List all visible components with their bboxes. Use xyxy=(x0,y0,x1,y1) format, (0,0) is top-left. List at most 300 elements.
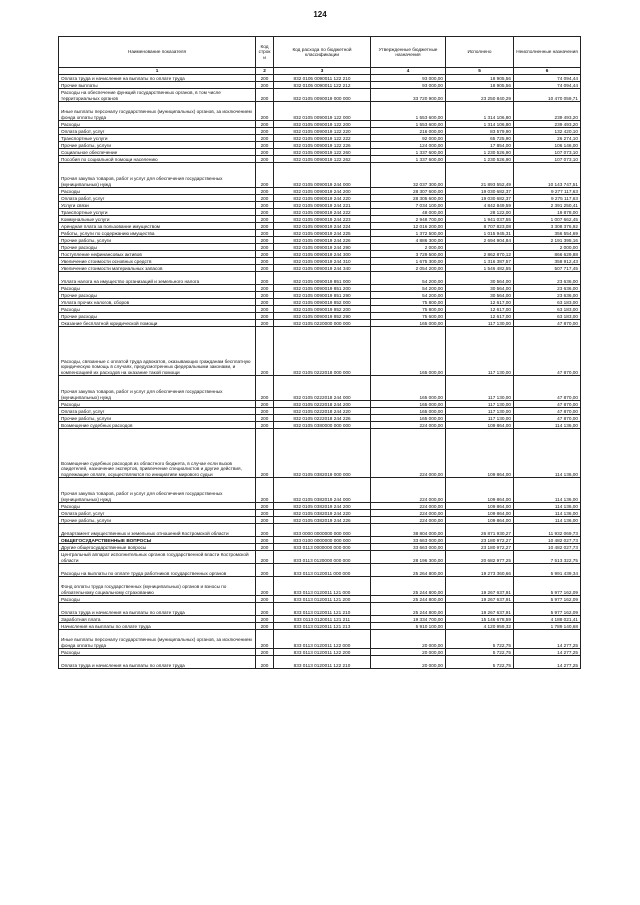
row-executed: 2 862 870,12 xyxy=(446,251,514,258)
row-name: Транспортные услуги xyxy=(59,135,256,142)
row-approved: 1 372 500,00 xyxy=(371,230,446,237)
row-line-code: 200 xyxy=(256,195,274,202)
row-name: Пособия по социальной помощи населению xyxy=(59,156,256,163)
table-row xyxy=(59,265,581,272)
row-class-code: 832 0105 0090019 000 000 xyxy=(274,89,371,102)
row-executed: 117 130,00 xyxy=(446,327,514,376)
row-class-code: 832 0105 0382019 000 000 xyxy=(274,429,371,478)
row-unexecuted: 507 717,45 xyxy=(514,265,581,272)
row-name: Поступление нефинансовых активов xyxy=(59,251,256,258)
row-line-code: 200 xyxy=(256,649,274,656)
row-executed: 1 015 945,31 xyxy=(446,230,514,237)
row-line-code: 200 xyxy=(256,517,274,524)
table-row xyxy=(59,188,581,195)
row-class-code: 832 0105 0090019 852 200 xyxy=(274,306,371,313)
row-line-code: 200 xyxy=(256,630,274,649)
row-executed: 19 273 360,66 xyxy=(446,564,514,577)
row-class-code: 833 0113 0120011 121 200 xyxy=(274,596,371,603)
row-executed: 109 864,00 xyxy=(446,503,514,510)
row-approved: 54 200,00 xyxy=(371,285,446,292)
row-executed: 2 694 904,84 xyxy=(446,237,514,244)
row-line-code: 200 xyxy=(256,408,274,415)
row-unexecuted: 26 274,10 xyxy=(514,135,581,142)
row-executed: 19 267 637,91 xyxy=(446,596,514,603)
row-unexecuted: 10 482 027,73 xyxy=(514,544,581,551)
row-name: Расходы xyxy=(59,649,256,656)
row-approved: 19 334 700,00 xyxy=(371,616,446,623)
column-index: 5 xyxy=(446,68,514,75)
row-unexecuted: 239 493,20 xyxy=(514,121,581,128)
row-name: Услуги связи xyxy=(59,202,256,209)
row-approved: 224 000,00 xyxy=(371,422,446,429)
table-row xyxy=(59,149,581,156)
table-row xyxy=(59,89,581,102)
row-executed: 1 314 106,80 xyxy=(446,102,514,121)
row-line-code: 200 xyxy=(256,121,274,128)
row-executed: 1 230 526,90 xyxy=(446,156,514,163)
row-class-code: 833 0113 0120011 121 210 xyxy=(274,603,371,616)
table-row xyxy=(59,195,581,202)
budget-execution-table xyxy=(58,36,581,669)
row-class-code: 832 0105 0090019 244 310 xyxy=(274,258,371,265)
row-class-code: 832 0105 0380000 000 000 xyxy=(274,422,371,429)
row-executed: 1 314 106,80 xyxy=(446,121,514,128)
row-unexecuted: 2 000,00 xyxy=(514,244,581,251)
row-approved: 25 244 800,00 xyxy=(371,603,446,616)
row-approved: 32 037 300,00 xyxy=(371,163,446,188)
row-approved: 4 886 300,00 xyxy=(371,237,446,244)
row-approved: 216 000,00 xyxy=(371,128,446,135)
row-unexecuted: 114 136,00 xyxy=(514,503,581,510)
row-unexecuted: 3 308 376,92 xyxy=(514,223,581,230)
row-approved: 20 000,00 xyxy=(371,630,446,649)
row-line-code: 200 xyxy=(256,202,274,209)
row-unexecuted: 63 183,00 xyxy=(514,306,581,313)
row-name: Центральный аппарат исполнительных органов государственной власти Костромской области xyxy=(59,551,256,564)
row-line-code: 200 xyxy=(256,230,274,237)
row-approved: 165 000,00 xyxy=(371,408,446,415)
row-line-code: 200 xyxy=(256,89,274,102)
row-class-code: 832 0105 0090019 244 225 xyxy=(274,230,371,237)
row-class-code: 832 0105 0090019 851 290 xyxy=(274,292,371,299)
table-row xyxy=(59,524,581,537)
table-row xyxy=(59,429,581,478)
table-row xyxy=(59,320,581,327)
row-class-code: 833 0113 0120011 000 000 xyxy=(274,564,371,577)
row-unexecuted: 5 977 162,09 xyxy=(514,577,581,596)
row-approved: 48 000,00 xyxy=(371,209,446,216)
table-row xyxy=(59,649,581,656)
row-class-code: 832 0105 0090019 244 220 xyxy=(274,195,371,202)
row-executed: 117 130,00 xyxy=(446,376,514,401)
row-unexecuted: 107 073,10 xyxy=(514,149,581,156)
header-name: Наименование показателя xyxy=(59,37,256,68)
row-class-code: 832 0105 0222018 000 000 xyxy=(274,327,371,376)
table-row xyxy=(59,656,581,669)
table-row xyxy=(59,230,581,237)
row-line-code: 200 xyxy=(256,401,274,408)
row-class-code: 832 0105 0090019 244 224 xyxy=(274,223,371,230)
row-name: Расходы xyxy=(59,503,256,510)
row-class-code: 832 0105 0090011 122 212 xyxy=(274,82,371,89)
row-line-code: 200 xyxy=(256,292,274,299)
row-approved: 25 244 800,00 xyxy=(371,596,446,603)
row-executed: 109 864,00 xyxy=(446,429,514,478)
row-executed: 1 230 526,90 xyxy=(446,149,514,156)
row-class-code: 832 0105 0090019 122 000 xyxy=(274,102,371,121)
row-unexecuted: 47 870,00 xyxy=(514,376,581,401)
row-name: Работы, услуги по содержанию имущества xyxy=(59,230,256,237)
table-row xyxy=(59,258,581,265)
row-name: Оплата труда и начисления на выплаты по оплате труда xyxy=(59,603,256,616)
row-executed: 23 180 972,27 xyxy=(446,544,514,551)
row-approved: 224 000,00 xyxy=(371,429,446,478)
row-line-code: 200 xyxy=(256,244,274,251)
row-name: Прочие выплаты xyxy=(59,82,256,89)
row-name: Оплата работ, услуг xyxy=(59,195,256,202)
row-approved: 25 264 800,00 xyxy=(371,564,446,577)
row-class-code: 832 0105 0382019 244 220 xyxy=(274,510,371,517)
table-row xyxy=(59,237,581,244)
row-approved: 54 200,00 xyxy=(371,272,446,285)
column-index: 2 xyxy=(256,68,274,75)
row-line-code: 200 xyxy=(256,188,274,195)
table-row xyxy=(59,577,581,596)
row-unexecuted: 10 470 059,71 xyxy=(514,89,581,102)
row-unexecuted: 5 977 162,09 xyxy=(514,596,581,603)
row-executed: 18 905,56 xyxy=(446,75,514,82)
row-unexecuted: 5 977 162,09 xyxy=(514,603,581,616)
row-unexecuted: 47 870,00 xyxy=(514,408,581,415)
row-unexecuted: 106 146,00 xyxy=(514,142,581,149)
row-executed: 109 864,00 xyxy=(446,517,514,524)
row-class-code: 833 0000 0000000 000 000 xyxy=(274,524,371,537)
row-name: Уплата налога на имущество организаций и земельного налога xyxy=(59,272,256,285)
row-line-code: 200 xyxy=(256,503,274,510)
row-executed: 19 267 637,91 xyxy=(446,603,514,616)
row-line-code: 200 xyxy=(256,258,274,265)
row-executed: 83 579,90 xyxy=(446,128,514,135)
row-class-code: 832 0105 0090019 851 000 xyxy=(274,272,371,285)
row-name: Увеличение стоимости основных средств xyxy=(59,258,256,265)
table-row xyxy=(59,202,581,209)
row-executed: 12 617,00 xyxy=(446,313,514,320)
row-name: Начисления на выплаты по оплате труда xyxy=(59,623,256,630)
row-executed: 20 682 977,25 xyxy=(446,551,514,564)
row-executed: 19 030 682,37 xyxy=(446,195,514,202)
row-name: Расходы на выплаты по оплате труда работников государственных органов xyxy=(59,564,256,577)
row-unexecuted: 47 870,00 xyxy=(514,327,581,376)
row-unexecuted: 47 870,00 xyxy=(514,401,581,408)
table-row xyxy=(59,251,581,258)
table-row xyxy=(59,327,581,376)
row-line-code: 200 xyxy=(256,299,274,306)
row-executed: 5 722,75 xyxy=(446,630,514,649)
row-line-code: 200 xyxy=(256,265,274,272)
row-name: Прочая закупка товаров, работ и услуг для обеспечения государственных (муниципальных) нужд xyxy=(59,163,256,188)
header-unexecuted: Неисполненные назначения xyxy=(514,37,581,68)
row-approved: 3 729 500,00 xyxy=(371,251,446,258)
table-row xyxy=(59,596,581,603)
table-row xyxy=(59,376,581,401)
row-name: Заработная плата xyxy=(59,616,256,623)
row-line-code: 200 xyxy=(256,596,274,603)
table-row xyxy=(59,478,581,503)
row-name: Оплата труда и начисления на выплаты по оплате труда xyxy=(59,75,256,82)
row-line-code: 200 xyxy=(256,128,274,135)
row-executed: 17 854,00 xyxy=(446,142,514,149)
row-executed: 109 864,00 xyxy=(446,478,514,503)
row-approved: 28 307 600,00 xyxy=(371,188,446,195)
row-unexecuted: 7 513 322,75 xyxy=(514,551,581,564)
row-name: Коммунальные услуги xyxy=(59,216,256,223)
row-line-code: 200 xyxy=(256,216,274,223)
row-class-code: 833 0113 0120011 121 211 xyxy=(274,616,371,623)
row-line-code: 200 xyxy=(256,272,274,285)
row-unexecuted: 47 870,00 xyxy=(514,415,581,422)
table-row xyxy=(59,623,581,630)
row-unexecuted: 2 191 395,16 xyxy=(514,237,581,244)
column-index: 4 xyxy=(371,68,446,75)
row-line-code: 200 xyxy=(256,478,274,503)
table-row xyxy=(59,503,581,510)
row-approved: 33 720 900,00 xyxy=(371,89,446,102)
row-class-code: 833 0100 0000000 000 000 xyxy=(274,537,371,544)
table-row xyxy=(59,216,581,223)
row-name: Иные выплаты персоналу государственных (муниципальных) органов, за исключением фонда оплаты труда xyxy=(59,102,256,121)
row-executed: 8 707 823,08 xyxy=(446,223,514,230)
row-unexecuted: 14 277,25 xyxy=(514,630,581,649)
row-line-code: 200 xyxy=(256,510,274,517)
row-class-code: 832 0105 0090019 122 226 xyxy=(274,142,371,149)
table-row xyxy=(59,121,581,128)
table-row xyxy=(59,135,581,142)
table-row xyxy=(59,272,581,285)
page-number: 124 xyxy=(313,10,327,19)
row-unexecuted: 1 789 140,68 xyxy=(514,623,581,630)
row-class-code: 832 0105 0090019 244 222 xyxy=(274,209,371,216)
row-line-code: 200 xyxy=(256,415,274,422)
row-name: Расходы xyxy=(59,285,256,292)
table-row xyxy=(59,292,581,299)
column-index: 3 xyxy=(274,68,371,75)
row-line-code: 200 xyxy=(256,135,274,142)
row-executed: 28 122,00 xyxy=(446,209,514,216)
row-name: Оплата работ, услуг xyxy=(59,510,256,517)
row-class-code: 833 0113 0120000 000 000 xyxy=(274,551,371,564)
row-name: Прочие расходы xyxy=(59,244,256,251)
row-executed: 30 564,00 xyxy=(446,292,514,299)
row-class-code: 832 0105 0090019 122 222 xyxy=(274,135,371,142)
row-class-code: 832 0105 0090011 122 210 xyxy=(274,75,371,82)
row-name: Прочие работы, услуги xyxy=(59,415,256,422)
row-name: Прочие работы, услуги xyxy=(59,142,256,149)
row-name: Прочие расходы xyxy=(59,313,256,320)
row-name: Расходы xyxy=(59,121,256,128)
row-line-code: 200 xyxy=(256,551,274,564)
row-unexecuted: 63 183,00 xyxy=(514,299,581,306)
row-executed: 19 030 682,37 xyxy=(446,188,514,195)
row-executed: 117 130,00 xyxy=(446,408,514,415)
row-name: Возмещение судебных расходов из областного бюджета, в случае если вызов свидетелей, назначение экспертов, привлечение специалистов и другие действия, подлежащие оплате, осуществляются по инициативе мирового судьи xyxy=(59,429,256,478)
row-unexecuted: 19 878,00 xyxy=(514,209,581,216)
row-name: Другие общегосударственные вопросы xyxy=(59,544,256,551)
row-approved: 38 804 000,00 xyxy=(371,524,446,537)
column-index: 1 xyxy=(59,68,256,75)
row-executed: 4 842 849,59 xyxy=(446,202,514,209)
row-class-code: 832 0105 0090019 244 200 xyxy=(274,188,371,195)
row-line-code: 200 xyxy=(256,251,274,258)
table-row xyxy=(59,630,581,649)
table-row xyxy=(59,564,581,577)
row-name: Прочие работы, услуги xyxy=(59,517,256,524)
row-executed: 5 722,75 xyxy=(446,656,514,669)
row-name: Расходы xyxy=(59,401,256,408)
row-unexecuted: 10 482 027,73 xyxy=(514,537,581,544)
table-row xyxy=(59,142,581,149)
header-row xyxy=(59,37,581,68)
row-approved: 75 800,00 xyxy=(371,306,446,313)
row-unexecuted: 74 094,44 xyxy=(514,82,581,89)
row-line-code: 200 xyxy=(256,422,274,429)
table-row xyxy=(59,209,581,216)
table-row xyxy=(59,102,581,121)
row-unexecuted: 866 629,88 xyxy=(514,251,581,258)
row-name: Прочие работы, услуги xyxy=(59,237,256,244)
row-line-code: 200 xyxy=(256,313,274,320)
row-name: Фонд оплаты труда государственных (муниципальных) органов и взносы по обязательному социальному страхованию xyxy=(59,577,256,596)
row-line-code: 200 xyxy=(256,149,274,156)
row-executed: 12 617,00 xyxy=(446,299,514,306)
row-line-code: 200 xyxy=(256,237,274,244)
table-row xyxy=(59,163,581,188)
row-class-code: 833 0113 0120011 121 000 xyxy=(274,577,371,596)
row-approved: 2 054 200,00 xyxy=(371,265,446,272)
row-executed: 109 864,00 xyxy=(446,422,514,429)
row-approved: 93 000,00 xyxy=(371,82,446,89)
row-class-code: 832 0105 0090019 244 290 xyxy=(274,244,371,251)
table-row xyxy=(59,299,581,306)
table-row xyxy=(59,551,581,564)
table-row xyxy=(59,128,581,135)
row-executed: 12 617,00 xyxy=(446,306,514,313)
row-unexecuted: 114 136,00 xyxy=(514,478,581,503)
row-name: Уплата прочих налогов, сборов xyxy=(59,299,256,306)
row-name: Социальное обеспечение xyxy=(59,149,256,156)
row-executed xyxy=(446,244,514,251)
row-approved: 93 000,00 xyxy=(371,75,446,82)
row-class-code: 832 0105 0090019 244 226 xyxy=(274,237,371,244)
row-approved: 20 000,00 xyxy=(371,656,446,669)
row-name: Расходы xyxy=(59,188,256,195)
row-line-code: 200 xyxy=(256,82,274,89)
table-row xyxy=(59,422,581,429)
row-class-code: 833 0113 0120011 122 000 xyxy=(274,630,371,649)
row-name: Расходы xyxy=(59,596,256,603)
row-name: Расходы xyxy=(59,306,256,313)
row-executed: 30 564,00 xyxy=(446,285,514,292)
row-executed: 1 941 037,55 xyxy=(446,216,514,223)
row-approved: 224 000,00 xyxy=(371,503,446,510)
row-approved: 33 663 000,00 xyxy=(371,537,446,544)
table-row xyxy=(59,517,581,524)
row-class-code: 832 0105 0382019 244 000 xyxy=(274,478,371,503)
row-class-code: 832 0105 0090019 244 221 xyxy=(274,202,371,209)
row-line-code: 200 xyxy=(256,285,274,292)
row-line-code: 200 xyxy=(256,223,274,230)
row-line-code: 200 xyxy=(256,623,274,630)
table-row xyxy=(59,616,581,623)
row-approved: 1 675 300,00 xyxy=(371,258,446,265)
header-approved: Утвержденные бюджетные назначения xyxy=(371,37,446,68)
row-name: ОБЩЕГОСУДАРСТВЕННЫЕ ВОПРОСЫ xyxy=(59,537,256,544)
row-line-code: 200 xyxy=(256,75,274,82)
row-unexecuted: 1 007 662,45 xyxy=(514,216,581,223)
row-approved: 165 000,00 xyxy=(371,376,446,401)
row-name: Прочая закупка товаров, работ и услуг для обеспечения государственных (муниципальных) нужд xyxy=(59,478,256,503)
row-line-code: 200 xyxy=(256,306,274,313)
row-unexecuted: 47 870,00 xyxy=(514,320,581,327)
row-unexecuted: 4 188 021,41 xyxy=(514,616,581,623)
row-executed: 15 146 678,59 xyxy=(446,616,514,623)
row-unexecuted: 107 073,10 xyxy=(514,156,581,163)
row-unexecuted: 23 636,00 xyxy=(514,292,581,299)
row-line-code: 200 xyxy=(256,656,274,669)
row-class-code: 832 0105 0090019 244 223 xyxy=(274,216,371,223)
row-unexecuted: 74 094,44 xyxy=(514,75,581,82)
row-class-code: 832 0105 0382019 244 200 xyxy=(274,503,371,510)
row-approved: 1 553 600,00 xyxy=(371,102,446,121)
row-line-code: 200 xyxy=(256,327,274,376)
row-approved: 28 305 600,00 xyxy=(371,195,446,202)
row-unexecuted: 114 136,00 xyxy=(514,429,581,478)
row-unexecuted: 132 420,10 xyxy=(514,128,581,135)
row-class-code: 832 0105 0090019 244 000 xyxy=(274,163,371,188)
row-unexecuted: 10 143 747,51 xyxy=(514,163,581,188)
row-executed: 4 120 959,32 xyxy=(446,623,514,630)
row-executed: 1 546 482,55 xyxy=(446,265,514,272)
header-executed: Исполнено xyxy=(446,37,514,68)
row-name: Расходы, связанные с оплатой труда адвокатов, оказывающих гражданам бесплатную юридическую помощь в случаях, предусмотренных федеральными законами, и компенсацией их расходов на оказание такой помощи xyxy=(59,327,256,376)
row-class-code: 832 0105 0090019 852 290 xyxy=(274,313,371,320)
row-approved: 5 910 100,00 xyxy=(371,623,446,630)
row-unexecuted: 358 912,43 xyxy=(514,258,581,265)
row-class-code: 832 0105 0382019 244 226 xyxy=(274,517,371,524)
row-line-code: 200 xyxy=(256,102,274,121)
row-executed: 23 180 972,27 xyxy=(446,537,514,544)
row-unexecuted: 356 554,69 xyxy=(514,230,581,237)
row-line-code: 200 xyxy=(256,577,274,596)
row-approved: 20 000,00 xyxy=(371,649,446,656)
row-line-code: 200 xyxy=(256,209,274,216)
table-row xyxy=(59,313,581,320)
row-executed: 5 722,75 xyxy=(446,649,514,656)
row-class-code: 832 0105 0222018 244 226 xyxy=(274,415,371,422)
row-line-code: 200 xyxy=(256,564,274,577)
row-class-code: 832 0105 0090019 851 200 xyxy=(274,285,371,292)
row-line-code: 200 xyxy=(256,544,274,551)
row-name: Оплата работ, услуг xyxy=(59,408,256,415)
row-unexecuted: 239 493,20 xyxy=(514,102,581,121)
row-line-code: 200 xyxy=(256,603,274,616)
row-approved: 28 196 300,00 xyxy=(371,551,446,564)
row-executed: 117 130,00 xyxy=(446,415,514,422)
row-executed: 1 316 387,57 xyxy=(446,258,514,265)
row-executed: 23 250 840,29 xyxy=(446,89,514,102)
row-approved: 165 000,00 xyxy=(371,415,446,422)
row-class-code: 832 0105 0090019 244 340 xyxy=(274,265,371,272)
row-unexecuted: 5 991 439,34 xyxy=(514,564,581,577)
